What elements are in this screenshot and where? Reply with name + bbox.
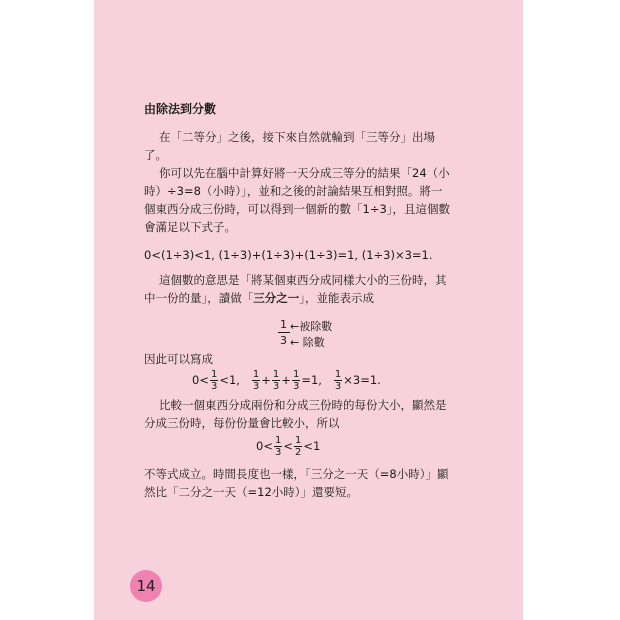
ineq-part: <1	[303, 439, 321, 453]
ineq-part: <	[283, 439, 293, 453]
frac-num: 1	[292, 369, 300, 380]
para4-line1: 比較一個東西分成兩份和分成三份時的每份大小，顯然是	[159, 398, 447, 412]
frac-num: 1	[274, 435, 282, 446]
para3-line1: 這個數的意思是「將某個東西分成同樣大小的三份時，其	[159, 273, 447, 287]
section-heading: 由除法到分數	[144, 102, 217, 116]
eq2-part: +	[261, 373, 271, 387]
eq2-part: =1,	[301, 373, 322, 387]
numerator-label: ←被除數	[290, 320, 333, 333]
equation-line-1: 0<(1÷3)<1, (1÷3)+(1÷3)+(1÷3)=1, (1÷3)×3=1.	[144, 248, 433, 262]
frac-den: 2	[294, 447, 302, 458]
term-one-third: 三分之一	[253, 291, 300, 305]
eq2-part: <1,	[219, 373, 240, 387]
page-number-badge	[130, 570, 162, 602]
fraction-one-third	[274, 435, 282, 458]
fraction-definition	[280, 318, 360, 348]
frac-den: 3	[292, 381, 300, 392]
therefore-line: 因此可以寫成	[144, 352, 213, 366]
frac-den: 3	[272, 381, 280, 392]
book-page	[94, 0, 523, 620]
frac-num: 1	[272, 369, 280, 380]
equation-line-2	[192, 368, 381, 392]
fraction-one-third	[272, 369, 280, 392]
denominator-label: ← 除數	[290, 336, 325, 349]
fraction-numerator: 1	[280, 318, 287, 331]
para1-line1: 在「二等分」之後，接下來自然就輪到「三等分」出場	[159, 130, 435, 144]
ineq-part: 0<	[256, 439, 273, 453]
para2-line3: 個東西分成三份時，可以得到一個新的數「1÷3」，且這個數	[144, 202, 451, 216]
para2-line1: 你可以先在腦中計算好將一天分成三等分的結果「24（小	[159, 166, 450, 180]
para2-line2: 時）÷3=8（小時）」，並和之後的討論結果互相對照。將一	[144, 184, 443, 198]
fraction-one-third	[252, 369, 260, 392]
fraction-one-third	[334, 369, 342, 392]
fraction-denominator: 3	[280, 334, 287, 347]
fraction-one-third	[210, 369, 218, 392]
frac-num: 1	[210, 369, 218, 380]
frac-den: 3	[274, 447, 282, 458]
page-number: 14	[136, 577, 156, 595]
fraction-bar	[278, 332, 290, 333]
frac-num: 1	[252, 369, 260, 380]
para5-line2: 然比「二分之一天（=12小時）」還要短。	[144, 485, 359, 499]
fraction-one-half	[294, 435, 302, 458]
para3-line2-pre: 中一份的量」，讀做「	[144, 291, 254, 305]
inequality-line	[256, 434, 320, 458]
para4-line2: 分成三份時，每份份量會比較小，所以	[144, 416, 340, 430]
eq2-part: +	[281, 373, 291, 387]
para1-line2: 了。	[144, 148, 167, 162]
fraction-one-third	[292, 369, 300, 392]
frac-den: 3	[334, 381, 342, 392]
frac-den: 3	[252, 381, 260, 392]
para3-line2	[144, 291, 374, 305]
eq2-part: 0<	[192, 373, 209, 387]
frac-den: 3	[210, 381, 218, 392]
frac-num: 1	[334, 369, 342, 380]
para3-line2-post: 」，並能表示成	[299, 291, 374, 305]
para5-line1: 不等式成立。時間長度也一樣，「三分之一天（=8小時）」顯	[144, 467, 449, 481]
para2-line4: 會滿足以下式子。	[144, 220, 236, 234]
eq2-part: ×3=1.	[343, 373, 381, 387]
frac-num: 1	[294, 435, 302, 446]
